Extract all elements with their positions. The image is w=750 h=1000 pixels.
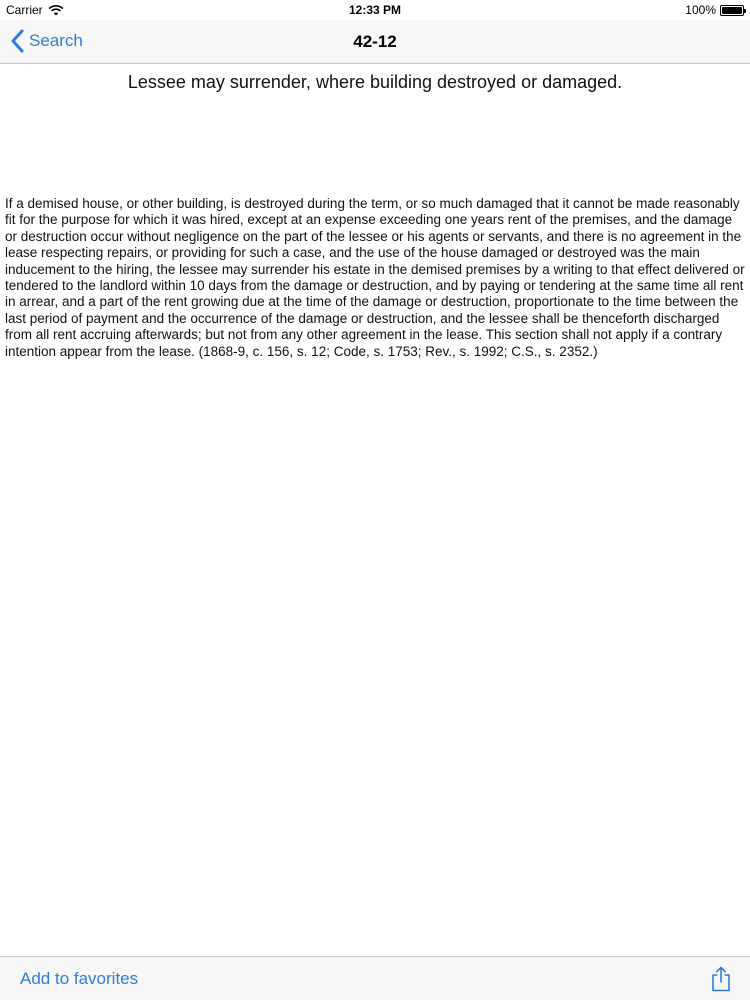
status-time: 12:33 PM: [348, 3, 402, 17]
bottom-toolbar: [0, 956, 750, 1000]
section-heading: Lessee may surrender, where building destroyed or damaged.: [127, 72, 623, 92]
status-bar: [0, 0, 750, 20]
battery-icon: [720, 5, 744, 16]
add-to-favorites-button[interactable]: Add to favorites: [20, 969, 139, 988]
carrier-label: Carrier: [6, 3, 43, 17]
section-body-text: If a demised house, or other building, is destroyed during the term, or so much damaged that it cannot be made reasonably fit for the purpose for which it was hired, except at an expense exceeding one years rent of the premises, and the damage or destruction occur without negligence on the part of the lessee or his agents or servants, and there is no agreement in the lease respecting repairs, or providing for such a case, and the use of the house damaged or destroyed was the main inducement to the hiring, the lessee may surrender his estate in the demised premises by a writing to that effect delivered or tendered to the landlord within 10 days from the damage or destruction, and by paying or tendering at the same time all rent in arrear, and a part of the rent growing due at the time of the damage or destruction, proportionate to the time between the last period of payment and the occurrence of the damage or destruction, and the lessee shall be thenceforth discharged from all rent accruing afterwards; but not from any other agreement in the lease. This section shall not apply if a contrary intention appear from the lease. (1868-9, c. 156, s. 12; Code, s. 1753; Rev., s. 1992; C.S., s. 2352.): [5, 196, 745, 359]
back-button-label: Search: [29, 31, 83, 50]
battery-percent: 100%: [685, 3, 716, 17]
status-right: [685, 3, 744, 17]
page-title: 42-12: [353, 32, 397, 51]
navigation-bar: [0, 20, 750, 64]
share-icon[interactable]: [710, 966, 732, 992]
